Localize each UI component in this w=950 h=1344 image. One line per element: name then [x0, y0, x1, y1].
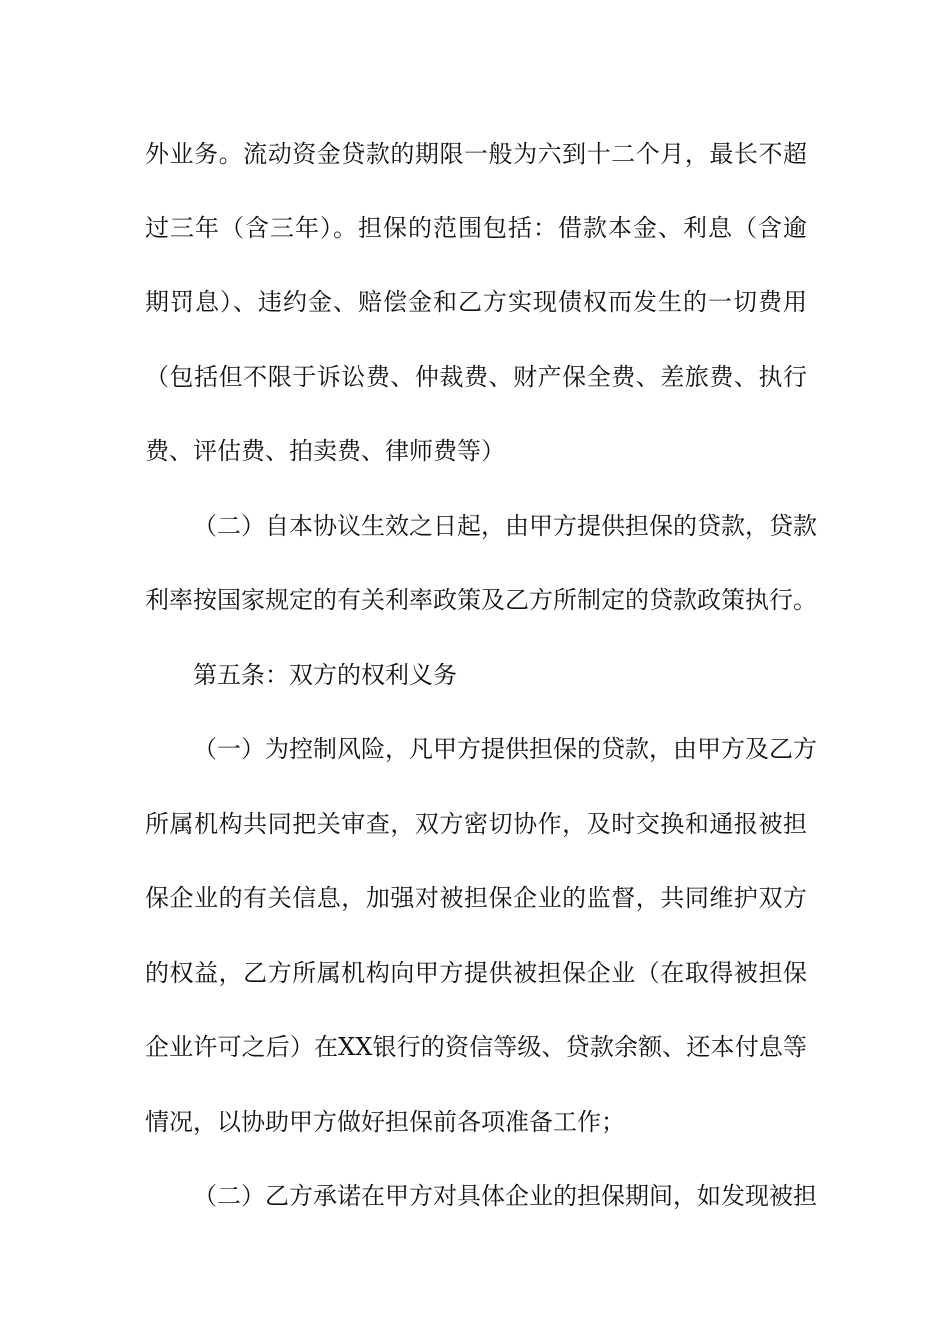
text-line-10: 所属机构共同把关审查，双方密切协作，及时交换和通报被担 [145, 810, 807, 838]
text-line-6: （二）自本协议生效之日起，由甲方提供担保的贷款，贷款 [193, 512, 817, 540]
text-line-13: 企业许可之后）在XX银行的资信等级、贷款余额、还本付息等 [145, 1033, 807, 1061]
text-line-11: 保企业的有关信息，加强对被担保企业的监督，共同维护双方 [145, 884, 807, 912]
text-line-2: 过三年（含三年）。担保的范围包括：借款本金、利息（含逾 [145, 214, 807, 242]
text-line-3: 期罚息）、违约金、赔偿金和乙方实现债权而发生的一切费用 [145, 288, 807, 316]
text-line-1: 外业务。流动资金贷款的期限一般为六到十二个月，最长不超 [145, 140, 807, 168]
text-line-9: （一）为控制风险，凡甲方提供担保的贷款，由甲方及乙方 [193, 735, 817, 763]
text-line-4: （包括但不限于诉讼费、仲裁费、财产保全费、差旅费、执行 [145, 363, 807, 391]
text-line-7: 利率按国家规定的有关利率政策及乙方所制定的贷款政策执行。 [145, 586, 817, 614]
section-heading: 第五条：双方的权利义务 [193, 661, 457, 689]
text-line-5: 费、评估费、拍卖费、律师费等） [145, 437, 505, 465]
text-line-14: 情况，以协助甲方做好担保前各项准备工作； [145, 1108, 625, 1136]
text-line-12: 的权益，乙方所属机构向甲方提供被担保企业（在取得被担保 [145, 959, 807, 987]
text-line-15: （二）乙方承诺在甲方对具体企业的担保期间，如发现被担 [193, 1182, 817, 1210]
